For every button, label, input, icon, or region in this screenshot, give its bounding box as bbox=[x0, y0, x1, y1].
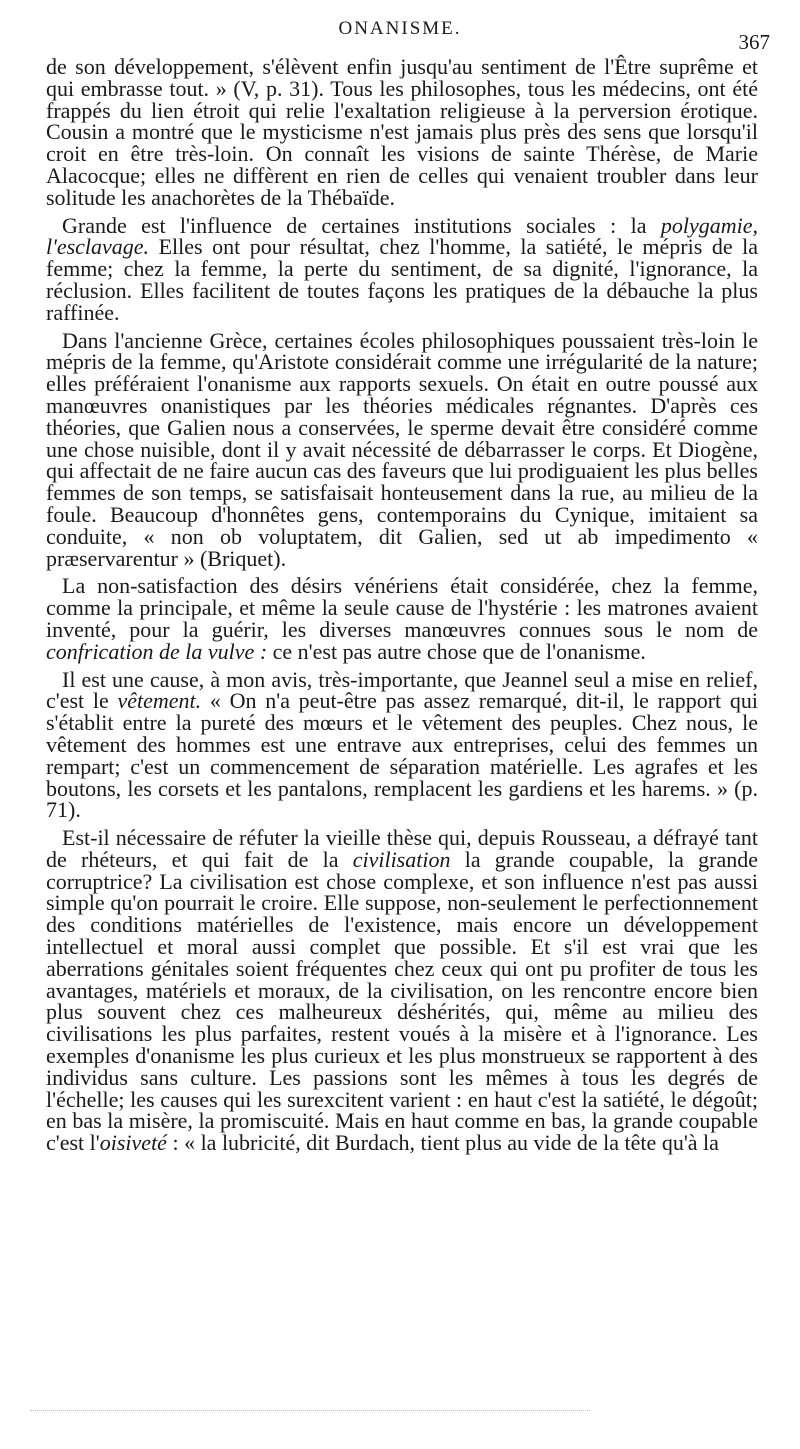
paragraph bbox=[46, 666, 759, 823]
text-segment: Est-il nécessaire de réfuter la vieille thèse qui, depuis Rousseau, a défrayé tant de rhéteurs, et qui fait de la bbox=[46, 825, 758, 872]
text-segment: Dans l'ancienne Grèce, certaines écoles philosophiques poussaient très-loin le mépris de la femme, qu'Aristote considérait comme une irrégularité de la nature; elles préféraient l'onanisme aux rapports sexuels. On était en outre poussé aux manœuvres onanistiques par les théories médicales régnantes. D'après ces théories, que Galien nous a conservées, le sperme devait être considéré comme une chose nuisible, dont il y avait nécessité de débarrasser le corps. Et Diogène, qui affectait de ne faire aucun cas des faveurs que lui prodiguaient les plus belles femmes de son temps, se satisfaisait honteusement dans la rue, au milieu de la foule. Beaucoup d'honnêtes gens, contemporains du Cynique, imitaient sa conduite, « non ob voluptatem, dit Galien, sed ut ab impedimento « præservarentur » (Briquet). bbox=[46, 327, 758, 571]
paragraph bbox=[46, 212, 758, 325]
page-number: 367 bbox=[738, 30, 770, 54]
italic-text: civilisation bbox=[352, 846, 451, 872]
running-title: ONANISME. bbox=[338, 18, 462, 39]
paragraph bbox=[46, 56, 758, 209]
text-segment: : « la lubricité, dit Burdach, tient plus au vide de la tête qu'à la bbox=[166, 1130, 719, 1156]
paragraph bbox=[46, 575, 758, 662]
text-segment: ce n'est pas autre chose que de l'onanisme. bbox=[267, 638, 646, 664]
italic-text: vêtement. bbox=[117, 688, 202, 714]
italic-text: polygamie, l'esclavage. bbox=[46, 212, 758, 260]
scan-artifact-line bbox=[30, 1410, 590, 1413]
italic-text: oisiveté bbox=[99, 1130, 167, 1156]
text-segment: de son développement, s'élèvent enfin jusqu'au sentiment de l'Être suprême et qui embrasse tout. » (V, p. 31). Tous les philosophes, tous les médecins, ont été frappés du lien étroit qui relie l'exaltation religieuse à la perversion érotique. Cousin a montré que le mysticisme n'est jamais plus près des sens que lorsqu'il croit en être très-loin. On connaît les visions de sainte Thérèse, de Marie Alacocque; elles ne diffèrent en rien de celles qui venaient troubler dans leur solitude les anachorètes de la Thébaïde. bbox=[46, 54, 758, 210]
text-segment: Il est une cause, à mon avis, très-importante, que Jeannel seul a mise en relief, c'est le bbox=[46, 666, 758, 714]
text-segment: La non-satisfaction des désirs vénériens était considérée, chez la femme, comme la principale, et même la seule cause de l'hystérie : les matrones avaient inventé, pour la guérir, les diverses manœuvres connues sous le nom de bbox=[46, 573, 758, 642]
italic-text: confrication de la vulve : bbox=[46, 638, 268, 664]
text-segment: « On n'a peut-être pas assez remarqué, dit-il, le rapport qui s'établit entre la pureté des mœurs et le vêtement des peuples. Chez nous, le vêtement des hommes est une entrave aux entreprises, celui des femmes un rempart; c'est un commencement de séparation matérielle. Les agrafes et les boutons, les corsets et les pantalons, remplacent les gardiens et les harems. » (p. 71). bbox=[46, 688, 759, 823]
text-segment: Elles ont pour résultat, chez l'homme, la satiété, le mépris de la femme; chez la femme, la perte du sentiment, de sa dignité, l'ignorance, la réclusion. Elles facilitent de toutes façons les pratiques de la débauche la plus raffinée. bbox=[46, 234, 758, 325]
body-text bbox=[46, 56, 758, 1160]
text-segment: la grande coupable, la grande corruptrice? La civilisation est chose complexe, et son influence n'est pas aussi simple qu'on pourrait le croire. Elle suppose, non-seulement le perfectionnement des conditions matérielles de l'existence, mais encore un développement intellectuel et moral aussi complet que possible. Et s'il est vrai que les aberrations génitales soient fréquentes chez ceux qui ont pu profiter de tous les avantages, matériels et moraux, de la civilisation, on les rencontre encore bien plus souvent chez ces malheureux déshérités, qui, même au milieu des civilisations les plus parfaites, restent voués à la misère et à l'ignorance. Les exemples d'onanisme les plus curieux et les plus monstrueux se rapportent à des individus sans culture. Les passions sont les mêmes à tous les degrés de l'échelle; les causes qui les surexcitent varient : en haut c'est la satiété, le dégoût; en bas la misère, la promiscuité. Mais en haut comme en bas, la grande coupable c'est l' bbox=[46, 846, 758, 1156]
text-segment: Grande est l'influence de certaines institutions sociales : la bbox=[62, 212, 661, 238]
paragraph bbox=[46, 327, 758, 571]
paragraph bbox=[46, 827, 758, 1154]
